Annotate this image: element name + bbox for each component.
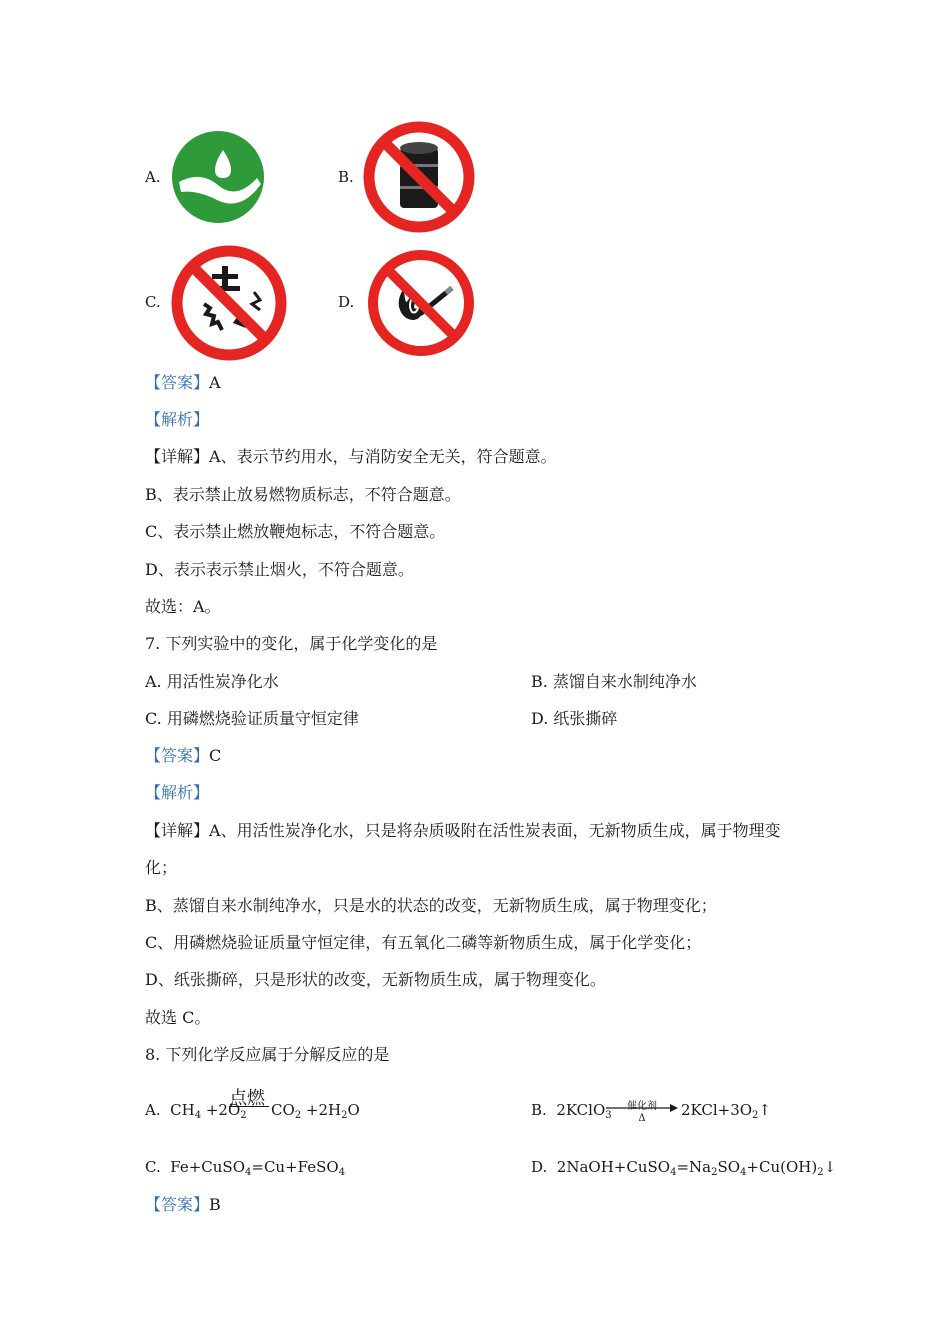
no-fire-smoking-icon [366,248,476,358]
option-label: B. [531,1101,547,1119]
q8-stem: 8. 下列化学反应属于分解反应的是 [145,1045,390,1064]
q6-detail-a [145,447,557,467]
option-a-label: A. [145,168,161,186]
answer-value: A [209,373,221,392]
q8-option-a-arrow [229,1106,269,1107]
no-fireworks-icon [170,244,288,362]
q6-conclusion: 故选：A。 [145,597,221,616]
q7-option-c: C. 用磷燃烧验证质量守恒定律 [145,709,359,728]
q6-detail-c: C、表示禁止燃放鞭炮标志，不符合题意。 [145,522,446,541]
option-c-label: C. [145,293,161,311]
q7-detail-c: C、用磷燃烧验证质量守恒定律，有五氧化二磷等新物质生成，属于化学变化； [145,933,702,952]
answer-value: C [209,746,222,765]
q7-detail-a-cont: 化； [145,858,178,877]
q7-option-a: A. 用活性炭净化水 [145,672,279,691]
option-label: D. [531,1158,548,1176]
q6-detail-b: B、表示禁止放易燃物质标志，不符合题意。 [145,485,461,504]
option-d-label: D. [338,293,355,311]
q8-option-a: A. $CH_4 +2O_2$ [145,1101,247,1121]
q7-analysis-tag: 【解析】 [145,783,210,802]
q7-stem: 7. 下列实验中的变化，属于化学变化的是 [145,634,438,653]
q7-detail-d: D、纸张撕碎，只是形状的改变，无新物质生成，属于物理变化。 [145,970,606,989]
q7-option-b: B. 蒸馏自来水制纯净水 [531,672,697,691]
answer-tag: 【答案】 [145,1195,210,1214]
option-label: C. [145,1158,161,1176]
q8-option-b: B. 2KClO$_3$ [531,1101,612,1121]
option-label: A. [145,1101,161,1119]
q7-detail-b: B、蒸馏自来水制纯净水，只是水的状态的改变，无新物质生成，属于物理变化； [145,896,717,915]
answer-value: B [209,1195,221,1214]
water-saving-icon [171,130,265,224]
detail-tag: 【详解】 [145,447,210,466]
q8-option-b-products: $2KCl+3O_2↑$ [681,1101,771,1121]
answer-tag: 【答案】 [145,373,210,392]
q6-detail-d: D、表示表示禁止烟火，不符合题意。 [145,560,414,579]
q7-option-d: D. 纸张撕碎 [531,709,618,728]
detail-text: A、用活性炭净化水，只是将杂质吸附在活性炭表面，无新物质生成，属于物理变 [209,821,781,840]
q8-option-b-condition-top: 催化剂 [627,1101,657,1112]
q8-option-c: C. Fe+CuSO$_4$=Cu+FeSO$_4$ [145,1158,346,1178]
q8-option-a-condition: 点燃 [229,1088,265,1109]
option-b-label: B. [338,168,354,186]
q8-option-a-products: $CO_2 +2H_2O$ [271,1101,360,1121]
answer-tag: 【答案】 [145,746,210,765]
q7-detail-a [145,821,781,841]
q8-answer-line [145,1195,221,1215]
q6-analysis-tag: 【解析】 [145,410,210,429]
q8-option-b-arrow [606,1103,678,1113]
q8-option-b-condition-bottom: Δ [638,1113,646,1124]
q7-conclusion: 故选 C。 [145,1008,211,1027]
detail-text: A、表示节约用水，与消防安全无关，符合题意。 [209,447,557,466]
q7-answer-line [145,746,221,766]
detail-tag: 【详解】 [145,821,210,840]
no-flammable-materials-icon [362,120,476,234]
q8-option-d: D. $2NaOH+CuSO_4=Na_2SO_4+Cu(OH)_2↓$ [531,1158,837,1178]
q6-answer-line [145,373,221,393]
